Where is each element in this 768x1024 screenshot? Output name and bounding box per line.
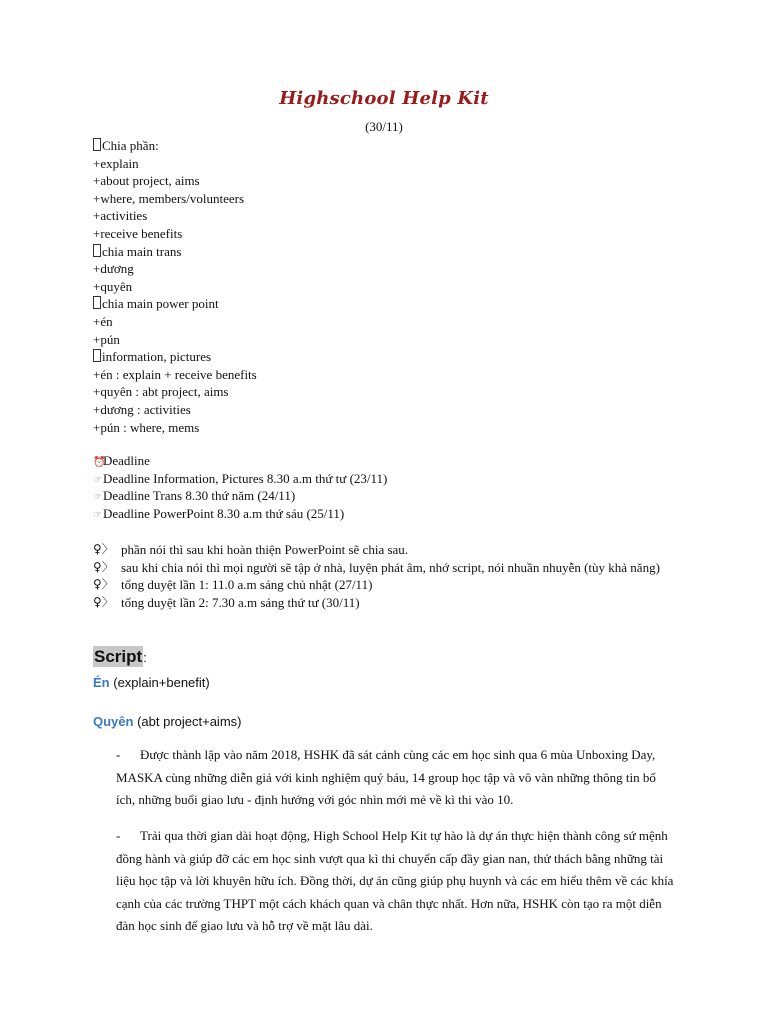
document-title: Highschool Help Kit bbox=[279, 88, 489, 109]
female-sign-icon: ♀〉 bbox=[93, 559, 114, 574]
note-line: +about project, aims bbox=[93, 173, 200, 189]
deadline-line: ⏰Deadline bbox=[93, 452, 693, 470]
script-paragraph: - Trải qua thời gian dài hoạt động, High School Help Kit tự hào là dự án thực hiện thành công sứ mệnh đồng hành và giúp đỡ các em học sinh vượt qua kì thi chuyển cấp đầy gian nan, thử thách bằng những tài liệu học tập và lời khuyên hữu ích. Đồng thời, dự án cũng giúp phụ huynh và các em hiểu thêm về các khía cạnh của các trường THPT một cách khách quan và chân thực nhất. Hơn nữa, HSHK còn tạo ra một diễn đàn học sinh để giao lưu và hỗ trợ về mặt lâu dài. bbox=[116, 825, 678, 938]
checkbox-icon bbox=[93, 296, 101, 309]
deadline-list bbox=[93, 452, 693, 522]
note-line: +quyên : abt project, aims bbox=[93, 384, 229, 400]
section-en: Én (explain+benefit) bbox=[93, 675, 210, 690]
bullet-item: ♀〉 tổng duyệt lần 2: 7.30 a.m sáng thứ tư (30/11) bbox=[93, 594, 360, 610]
hand-pointer-icon: ☞ bbox=[93, 509, 102, 521]
clock-icon: ⏰ bbox=[93, 457, 106, 468]
deadline-line: ☞Deadline PowerPoint 8.30 a.m thứ sáu (25/11) bbox=[93, 505, 693, 523]
script-paragraph: - Được thành lập vào năm 2018, HSHK đã sát cánh cùng các em học sinh qua 6 mùa Unboxing Day, MASKA cùng những diễn giả với kinh nghiệm quý báu, 14 group học tập và vô vàn những thông tin bổ ích, những buổi giao lưu - định hướng với góc nhìn mới mẻ về kì thi vào 10. bbox=[116, 744, 678, 812]
note-line: +én : explain + receive benefits bbox=[93, 366, 257, 382]
checkbox-icon bbox=[93, 349, 101, 362]
checkbox-icon bbox=[93, 244, 101, 257]
section-quyen: Quyên (abt project+aims) bbox=[93, 714, 242, 729]
female-sign-icon: ♀〉 bbox=[93, 577, 114, 592]
note-line: +activities bbox=[93, 208, 148, 224]
note-line: chia main trans bbox=[93, 243, 693, 261]
female-sign-icon: ♀〉 bbox=[93, 594, 114, 609]
note-line: +where, members/volunteers bbox=[93, 190, 245, 206]
hand-pointer-icon: ☞ bbox=[93, 492, 102, 504]
bullet-item: ♀〉 phần nói thì sau khi hoàn thiện PowerPoint sẽ chia sau. bbox=[93, 542, 409, 557]
note-line: +én bbox=[93, 313, 113, 329]
note-line: +dương bbox=[93, 261, 134, 277]
task-notes bbox=[93, 137, 693, 436]
deadline-line: ☞Deadline Trans 8.30 thứ năm (24/11) bbox=[93, 487, 693, 505]
note-line: +dương : activities bbox=[93, 401, 191, 417]
bullet-item: ♀〉 tổng duyệt lần 1: 11.0 a.m sáng chủ nhật (27/11) bbox=[93, 577, 373, 593]
female-sign-icon: ♀〉 bbox=[93, 542, 114, 556]
note-line: +pún : where, mems bbox=[93, 419, 200, 435]
note-line: +quyên bbox=[93, 278, 133, 294]
dash-marker: - bbox=[116, 828, 121, 843]
checkbox-icon bbox=[93, 138, 101, 151]
note-line: chia main power point bbox=[93, 295, 693, 313]
note-line: information, pictures bbox=[93, 348, 693, 366]
script-heading: Script: bbox=[94, 647, 147, 666]
hand-pointer-icon: ☞ bbox=[93, 474, 102, 486]
note-line: +receive benefits bbox=[93, 225, 183, 241]
bullet-item: ♀〉 sau khi chia nói thì mọi người sẽ tập ở nhà, luyện phát âm, nhớ script, nói nhuần nhuyễn (tùy khả năng) bbox=[93, 559, 660, 575]
deadline-line: ☞Deadline Information, Pictures 8.30 a.m thứ tư (23/11) bbox=[93, 470, 693, 488]
dash-marker: - bbox=[116, 747, 121, 762]
note-line: Chia phần: bbox=[93, 137, 693, 155]
note-line: +pún bbox=[93, 331, 120, 347]
note-line: +explain bbox=[93, 155, 139, 171]
document-date: (30/11) bbox=[365, 119, 403, 134]
rehearsal-notes bbox=[93, 541, 683, 611]
